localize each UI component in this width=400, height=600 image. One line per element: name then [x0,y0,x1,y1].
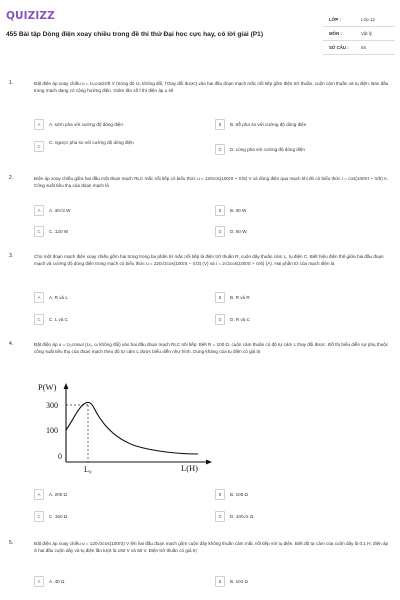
option-text: C. L và C [49,316,68,322]
question-text: Điện áp xoay chiều giữa hai đầu một đoạn mạch RLC mắc nối tiếp có biểu thức u = 120cos(100πt + π/6) V và dòng điện qua mạch khi đó có biểu thức i = cos(100πt + π/6) A. Công suất tiêu thụ của đoạn mạch là [34,176,389,189]
option-text: C. 150 Ω [49,513,68,519]
option-text: A. 30√3 W [49,207,71,213]
option-text: B. 30 W [230,207,247,213]
option-text: D. 100√2 Ω [230,513,254,519]
option-text: C. 120 W [49,228,69,234]
x-tick-l0: L₀ [84,465,92,474]
option-text: D. R và C [230,316,250,322]
meta-count-label: SỐ CÂU : [329,45,349,50]
option-letter-box: B [215,205,225,216]
question-text: Đặt điện áp xoay chiều u = U₀cos2πft V (trong đó U₀ không đổi, f thay đổi được) vào hai đầu đoạn mạch mắc nối tiếp gồm điện trở thuần, cuộn cảm thuần và tụ điện. Ban đầu trong mạch đang có cộng hưởng điện. Giảm tần số f thì điện áp u sẽ [34,81,389,94]
question-number: 4. [9,341,14,347]
question-number: 5. [9,540,14,546]
option-letter-box: B [215,489,225,500]
option-text: D. 60 W [230,228,247,234]
option-letter-box: C [34,141,44,152]
option-letter-box: B [215,119,225,130]
option-letter-box: A [34,576,44,587]
option-letter-box: B [215,292,225,303]
origin-label: 0 [58,452,62,461]
question-number: 2. [9,175,14,181]
option-text: B. 104 Ω [230,578,248,584]
quizizz-logo: QUIZIZZ [6,10,55,22]
power-vs-inductance-graph [36,380,216,476]
option-letter-box: D [215,226,225,237]
y-axis-label: P(W) [38,382,57,392]
meta-class [323,13,395,27]
meta-subject [323,27,395,41]
meta-subject-label: MÔN : [329,31,342,36]
option-text: C. ngược pha so với cường độ dòng điện [49,140,134,145]
meta-class-label: LỚP : [329,17,341,22]
option-text: B. R và R [230,294,250,300]
option-letter-box: D [215,144,225,155]
y-tick-100: 100 [46,426,58,435]
option-text: A. sớm pha với cường độ dòng điện [49,121,123,127]
meta-subject-value: Vật lý [361,31,372,36]
power-curve [66,402,198,454]
option-text: D. cùng pha với cường độ dòng điện [230,146,305,152]
question-number: 3. [9,253,14,259]
option-letter-box: A [34,292,44,303]
document-header [0,0,400,62]
option-letter-box: D [215,314,225,325]
question-number: 1. [9,80,14,86]
x-axis-arrow [206,460,212,465]
document-title: 455 Bài tập Dòng điện xoay chiều trong đề thi thử Đại học cực hay, có lời giải (P1) [6,31,264,38]
y-axis-arrow [64,383,69,389]
question-text: Đặt điện áp xoay chiều u = 120√2cos(100πt) V lên hai đầu đoạn mạch gồm cuộn dây không thuần cảm mắc nối tiếp với tụ điện. Biết độ tự cảm của cuộn dây là 0,1 H; điện áp ở hai đầu cuộn dây và tụ điện lần lượt là 160 V và 56 V. Điện trở thuần có giá trị [34,541,389,554]
option-text: B. trễ pha so với cường độ dòng điện [230,121,307,127]
option-text: B. 100 Ω [230,491,248,497]
option-letter-box: A [34,489,44,500]
option-letter-box: C [34,314,44,325]
meta-class-value: Lớp 12 [361,17,375,22]
option-letter-box: A [34,119,44,130]
option-letter-box: A [34,205,44,216]
y-tick-300: 300 [46,401,58,410]
question-text: Cho một đoạn mạch điện xoay chiều gồm hai trong trong ba phần tử mắc nối tiếp là điện trở thuần R, cuộn dây thuần cảm L, tụ điện C. Biết hiệu điện thế giữa hai đầu đoạn mạch và cường độ dòng điện trong mạch có biểu thức u = 220√2cos(100πt − π/3) (V) và i = 2√2cos(100πt + π/6) (A). Hai phần tử của mạch điện là [34,254,384,267]
meta-question-count [323,41,395,55]
question-text: Đặt điện áp u = U₀cosωt (U₀, ω không đổi) vào hai đầu đoạn mạch RLC nối tiếp. Biết R = 100 Ω, cuộn cảm thuần có độ tự cảm L thay đổi được. Đồ thị biểu diễn sự phụ thuộc công suất tiêu thụ của đoạn mạch theo độ tự cảm L được biểu diễn như hình. Dung kháng của tụ điện có giá trị [34,342,389,355]
option-text: A. R và L [49,294,68,300]
option-letter-box: C [34,226,44,237]
option-text: A. 200 Ω [49,491,67,497]
option-letter-box: B [215,576,225,587]
option-letter-box: C [34,511,44,522]
option-letter-box: D [215,511,225,522]
meta-count-value: 55 [361,45,366,50]
option-text: A. 40 Ω [49,578,65,584]
x-axis-label: L(H) [181,463,198,473]
